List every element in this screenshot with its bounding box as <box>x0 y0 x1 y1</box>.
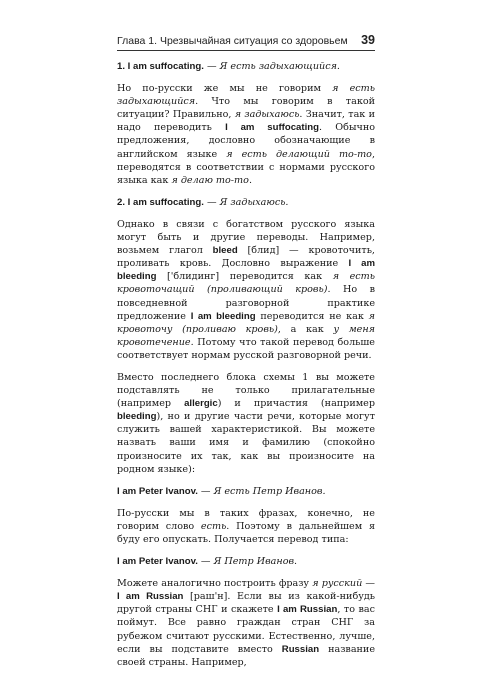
text-run: — <box>362 578 375 590</box>
text-run: ['блидинг] переводится как <box>156 271 333 283</box>
text-run: Можете аналогично построить фразу <box>117 578 313 590</box>
russian-translation: я задыхаюсь <box>234 109 300 121</box>
header-rule <box>117 50 375 51</box>
page-body <box>117 60 375 678</box>
text-run: ), но и другие части речи, которые могут служить вашей характеристикой. Вы можете назвать ваши имя и фамилию (спокойно произносите их так, как вы произносите на родном языке): <box>117 411 375 475</box>
page-number: 39 <box>361 33 375 47</box>
english-term: I am suffocating <box>225 122 319 134</box>
paragraph <box>117 577 375 669</box>
russian-translation: я русский <box>312 578 363 590</box>
text-run: . Поэтому в дальнейшем я буду его опускать. Получается перевод типа: <box>117 520 375 545</box>
english-term: Russian <box>281 643 320 655</box>
text-run: — <box>203 196 220 208</box>
text-run: . Потому что такой перевод больше соответствует нормам русской разговорной речи. <box>117 336 375 361</box>
text-run: , переводятся в соответствии с нормами русского языка как <box>117 148 375 186</box>
english-term: I am Peter Ivanov. <box>117 556 198 568</box>
text-run: Однако в связи с богатством русского языка могут быть и другие переводы. Например, возьмем глагол <box>117 218 375 257</box>
text-run: , то вас поймут. Все равно граждан стран СНГ за рубежом считают русскими. Естественно, лучше, если вы подставите вместо <box>117 604 376 655</box>
text-run: — <box>203 61 220 72</box>
paragraph <box>117 82 375 187</box>
example-sentence-4 <box>117 555 375 568</box>
text-run: [раш'н]. Если вы из какой-нибудь другой страны СНГ и скажете <box>117 591 375 616</box>
russian-translation: есть <box>200 520 227 532</box>
text-run: — <box>197 485 214 497</box>
english-term: I am bleeding <box>190 310 256 322</box>
text-run: [блид] — кровоточить, проливать кровь. Дословно выражение <box>117 245 375 270</box>
english-term: I am bleeding <box>117 258 376 283</box>
text-run: — <box>197 556 214 568</box>
text-run: Но по-русски же мы не говорим <box>117 83 333 95</box>
russian-translation: Я есть задыхающийся. <box>219 61 340 72</box>
russian-translation: я делаю то-то <box>171 174 249 186</box>
russian-translation: Я Петр Иванов. <box>213 556 298 568</box>
running-head <box>117 33 375 47</box>
russian-translation: у меня кровотечение <box>117 323 375 348</box>
english-term: 2. I am suffocating. <box>117 196 204 208</box>
text-run: . Но в повседневной разговорной практике предложение <box>117 284 375 322</box>
text-run: , а как <box>277 323 334 335</box>
text-run: Вместо последнего блока схемы 1 вы можете подставлять не только прилагательные (например <box>117 371 375 410</box>
text-run: . <box>248 174 252 186</box>
example-sentence-3 <box>117 485 375 498</box>
text-run: По-русски мы в таких фразах, конечно, не говорим слово <box>117 507 375 532</box>
english-term: bleeding <box>117 411 157 423</box>
text-run: переводится не как <box>255 310 369 322</box>
english-term: allergic <box>184 398 218 410</box>
example-sentence-1 <box>117 60 375 73</box>
text-run: название своей страны. Например, <box>117 643 376 668</box>
text-run: . Что мы говорим в такой ситуации? Правильно, <box>117 96 375 121</box>
english-term: I am Peter Ivanov. <box>117 485 198 497</box>
paragraph <box>117 507 375 546</box>
russian-translation: я есть задыхающийся <box>117 83 375 108</box>
text-run: . Значит, так и надо переводить <box>117 109 376 134</box>
paragraph <box>117 371 375 476</box>
russian-translation: Я задыхаюсь. <box>219 196 289 208</box>
english-term: bleed <box>212 245 238 257</box>
russian-translation: Я есть Петр Иванов. <box>213 485 326 497</box>
example-sentence-2 <box>117 196 375 209</box>
english-term: 1. I am suffocating. <box>117 61 204 72</box>
paragraph <box>117 218 375 362</box>
english-term: I am Russian <box>277 604 338 616</box>
english-term: I am Russian <box>117 591 184 603</box>
chapter-title: Глава 1. Чрезвычайная ситуация со здоровьем <box>117 35 348 47</box>
text-run: . Обычно предложения, дословно обозначающие в английском языке <box>117 122 376 160</box>
russian-translation: я есть кровоточащий (проливающий кровь) <box>117 271 376 296</box>
russian-translation: я кровоточу (проливаю кровь) <box>117 310 375 335</box>
text-run: ) и причастия (например <box>217 398 375 410</box>
russian-translation: я есть делающий то-то <box>226 148 372 160</box>
